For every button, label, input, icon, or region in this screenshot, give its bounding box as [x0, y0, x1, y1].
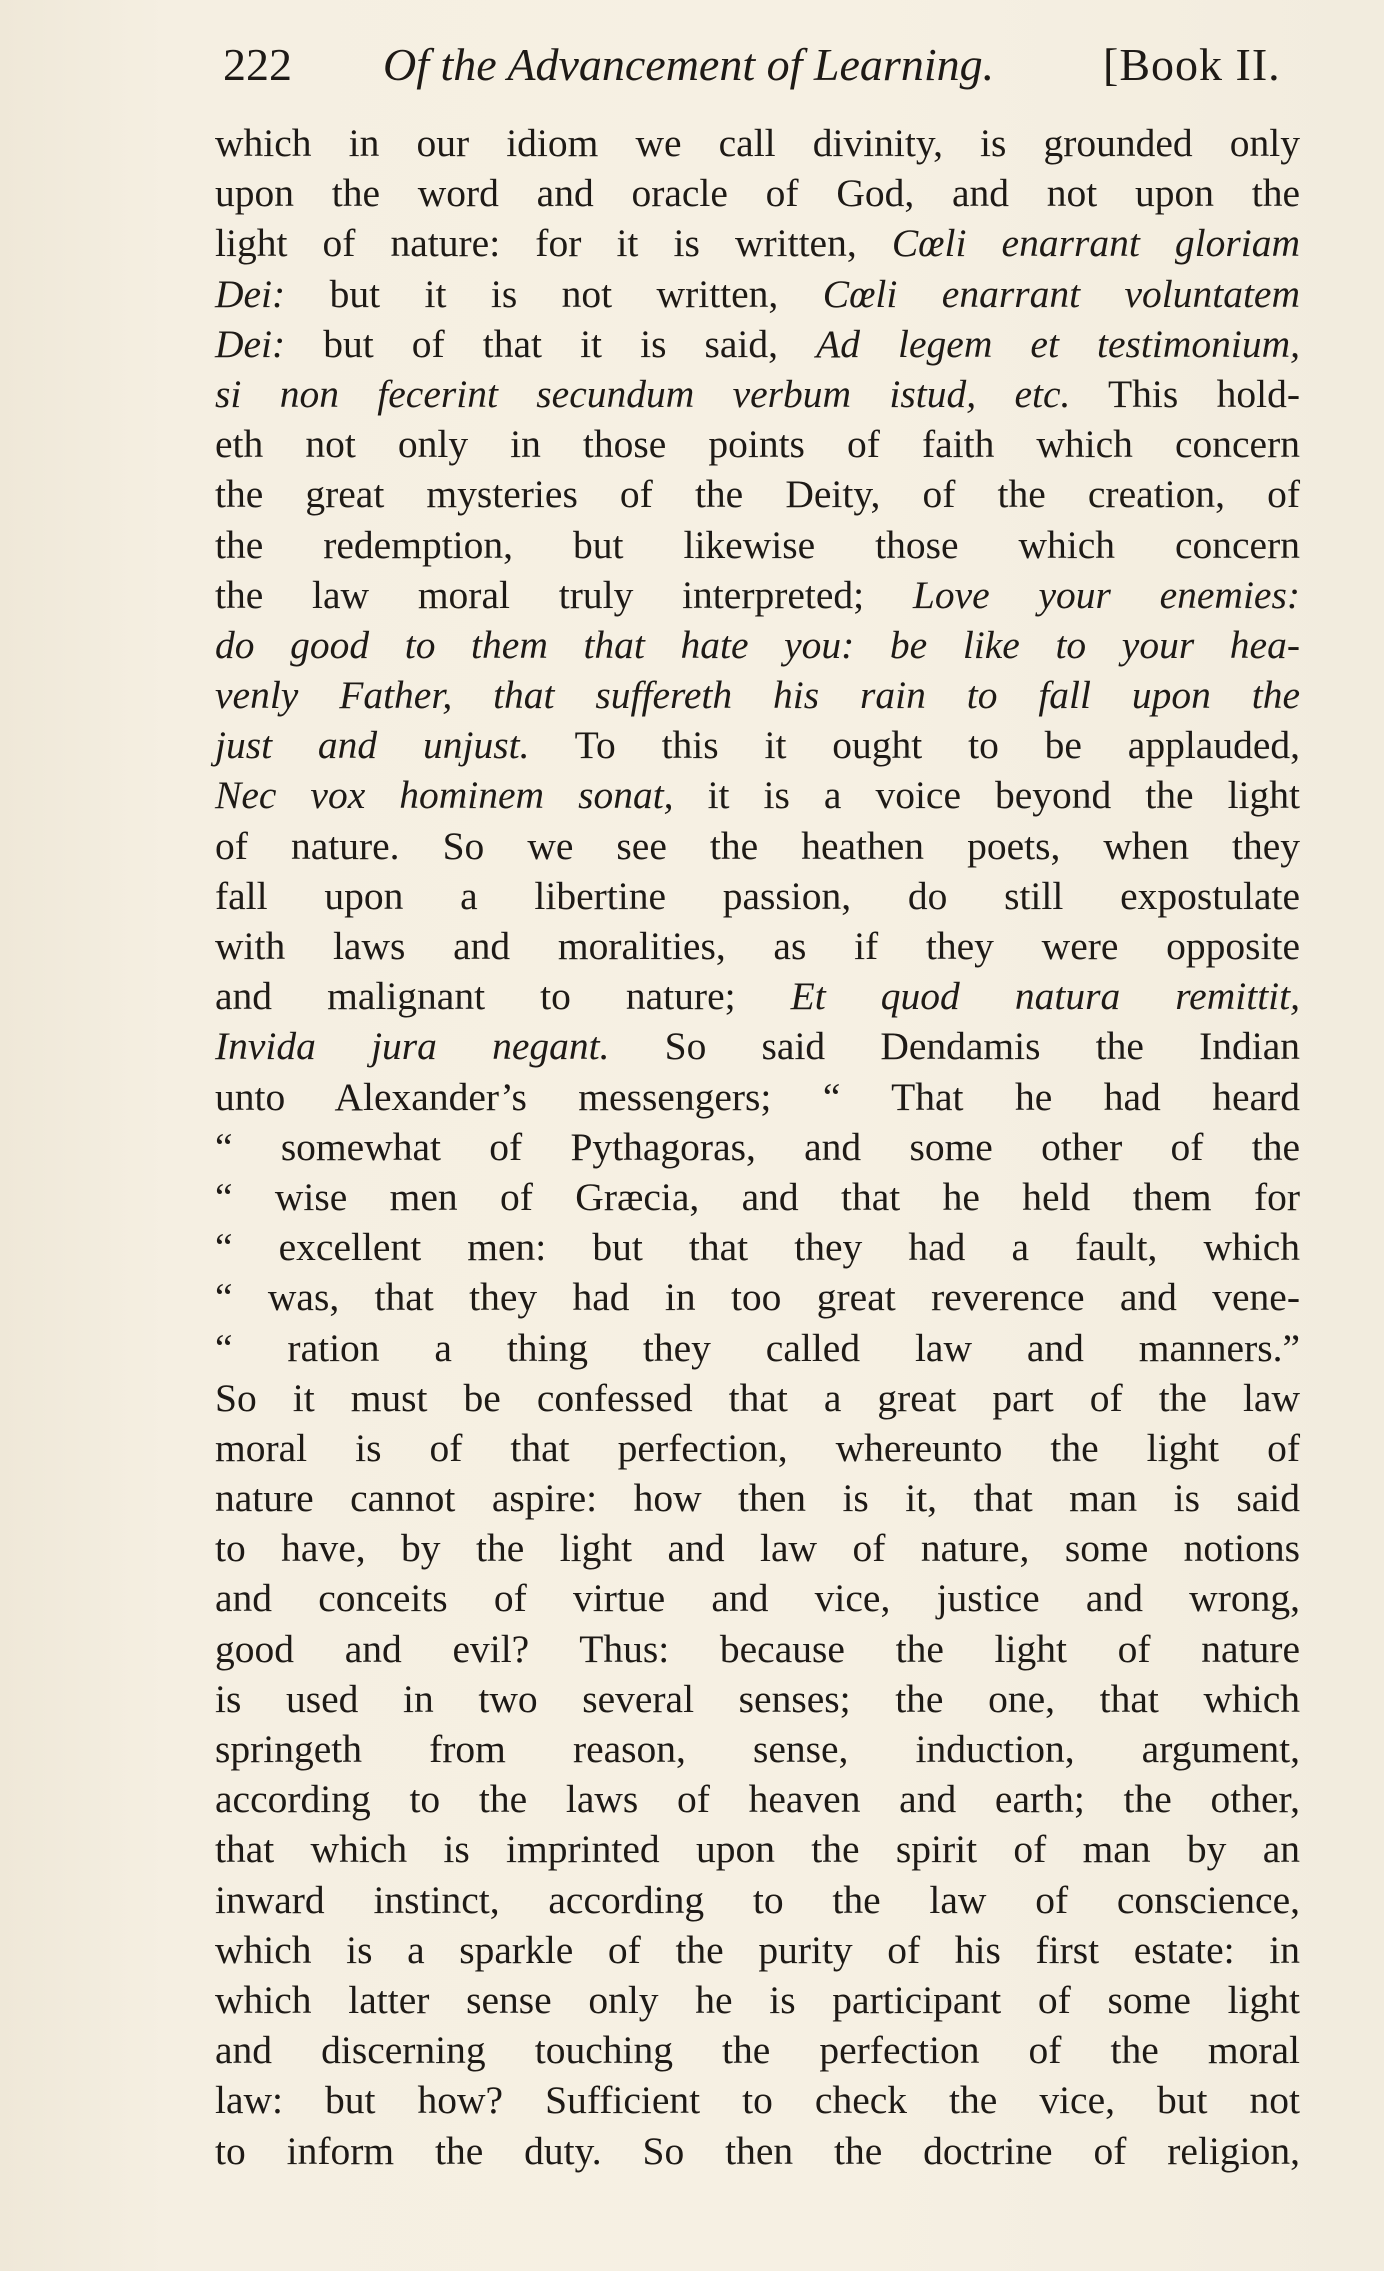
- text-line: [215, 1072, 1300, 1122]
- text-segment: which latter sense only he is participant of some light: [215, 1977, 1300, 2022]
- text-line: [215, 720, 1300, 770]
- text-segment: is used in two several senses; the one, that which: [215, 1676, 1300, 1721]
- italic-segment: just and unjust.: [215, 723, 530, 768]
- text-segment: “ ration a thing they called law and manners.”: [215, 1325, 1300, 1370]
- text-segment: To this it ought to be applauded,: [529, 723, 1300, 768]
- text-segment: which in our idiom we call divinity, is grounded only: [215, 121, 1300, 165]
- text-line: [215, 218, 1300, 268]
- page-header: [223, 38, 1303, 108]
- text-segment: moral is of that perfection, whereunto the light of: [215, 1425, 1300, 1470]
- page-number: 222: [223, 39, 292, 90]
- text-segment: upon the word and oracle of God, and not upon the: [215, 171, 1300, 216]
- text-line: [215, 871, 1300, 921]
- text-line: [215, 1473, 1300, 1523]
- text-segment: and conceits of virtue and vice, justice and wrong,: [215, 1576, 1300, 1621]
- text-segment: eth not only in those points of faith which concern: [215, 422, 1300, 467]
- text-segment: good and evil? Thus: because the light of nature: [215, 1626, 1300, 1671]
- text-line: [215, 620, 1300, 670]
- text-line: [215, 1172, 1300, 1222]
- italic-segment: Invida jura negant.: [215, 1024, 610, 1069]
- text-line: [215, 1523, 1300, 1573]
- text-segment: that which is imprinted upon the spirit of man by an: [215, 1827, 1300, 1872]
- text-line: [215, 1724, 1300, 1774]
- text-segment: fall upon a libertine passion, do still expostulate: [215, 873, 1300, 918]
- text-line: [215, 520, 1300, 570]
- text-segment: which is a sparkle of the purity of his first estate: in: [215, 1927, 1300, 1972]
- text-line: [215, 118, 1300, 168]
- text-segment: of nature. So we see the heathen poets, when they: [215, 823, 1300, 868]
- text-line: [215, 1674, 1300, 1724]
- text-line: [215, 570, 1300, 620]
- text-line: [215, 1925, 1300, 1975]
- text-line: [215, 971, 1300, 1021]
- text-line: [215, 1975, 1300, 2025]
- text-line: [215, 2025, 1300, 2075]
- italic-segment: Love your enemies:: [912, 572, 1300, 617]
- text-segment: springeth from reason, sense, induction, argument,: [215, 1727, 1300, 1771]
- text-line: [215, 1122, 1300, 1172]
- text-segment: So it must be confessed that a great part of the law: [215, 1375, 1300, 1420]
- text-line: [215, 269, 1300, 319]
- text-segment: “ excellent men: but that they had a fault, which: [215, 1225, 1300, 1270]
- text-line: [215, 921, 1300, 971]
- text-line: [215, 1021, 1300, 1071]
- text-segment: light of nature: for it is written,: [215, 221, 892, 266]
- italic-segment: Ad legem et testimonium,: [816, 321, 1300, 366]
- text-segment: “ somewhat of Pythagoras, and some other of the: [215, 1124, 1300, 1169]
- text-segment: according to the laws of heaven and earth; the other,: [215, 1777, 1300, 1822]
- text-line: [215, 1624, 1300, 1674]
- text-line: [215, 1824, 1300, 1874]
- text-line: [215, 319, 1300, 369]
- text-segment: and malignant to nature;: [215, 974, 791, 1019]
- text-segment: inward instinct, according to the law of conscience,: [215, 1877, 1300, 1922]
- text-segment: “ was, that they had in too great reverence and vene-: [215, 1275, 1300, 1320]
- text-line: [215, 670, 1300, 720]
- text-line: [215, 469, 1300, 519]
- text-line: [215, 1875, 1300, 1925]
- text-segment: to have, by the light and law of nature, some notions: [215, 1526, 1300, 1571]
- italic-segment: Dei:: [215, 271, 286, 316]
- running-title: Of the Advancement of Learning.: [383, 39, 995, 90]
- text-line: [215, 1423, 1300, 1473]
- italic-segment: Cœli enarrant voluntatem: [822, 271, 1300, 316]
- text-line: [215, 2126, 1300, 2176]
- text-segment: So said Dendamis the Indian: [609, 1024, 1300, 1069]
- text-segment: and discerning touching the perfection of the moral: [215, 2028, 1300, 2073]
- text-line: [215, 1573, 1300, 1623]
- italic-segment: Et quod natura remittit,: [790, 974, 1300, 1019]
- text-line: [215, 770, 1300, 820]
- italic-segment: Dei:: [215, 321, 286, 366]
- text-line: [215, 168, 1300, 218]
- text-line: [215, 2075, 1300, 2125]
- text-line: [215, 1222, 1300, 1272]
- text-segment: but of that it is said,: [285, 321, 817, 366]
- text-segment: it is a voice beyond the light: [673, 773, 1300, 818]
- text-segment: This hold-: [1070, 371, 1300, 416]
- text-line: [215, 1272, 1300, 1322]
- italic-segment: si non fecerint secundum verbum istud, etc.: [215, 371, 1071, 416]
- text-segment: with laws and moralities, as if they were opposite: [215, 924, 1300, 968]
- italic-segment: do good to them that hate you: be like to your hea-: [215, 622, 1300, 667]
- text-line: [215, 369, 1300, 419]
- text-segment: nature cannot aspire: how then is it, that man is said: [215, 1476, 1300, 1521]
- text-line: [215, 1323, 1300, 1373]
- text-segment: the great mysteries of the Deity, of the creation, of: [215, 472, 1300, 517]
- text-line: [215, 1373, 1300, 1423]
- text-segment: the law moral truly interpreted;: [215, 572, 913, 617]
- text-line: [215, 821, 1300, 871]
- book-reference: [Book II.: [1103, 39, 1281, 90]
- text-segment: “ wise men of Græcia, and that he held them for: [215, 1174, 1300, 1219]
- text-segment: law: but how? Sufficient to check the vice, but not: [215, 2078, 1300, 2123]
- italic-segment: Nec vox hominem sonat,: [215, 773, 674, 818]
- italic-segment: Cœli enarrant gloriam: [891, 221, 1300, 266]
- text-line: [215, 419, 1300, 469]
- text-segment: but it is not written,: [285, 271, 823, 316]
- body-text: [215, 118, 1300, 2176]
- text-segment: the redemption, but likewise those which concern: [215, 522, 1300, 567]
- text-segment: to inform the duty. So then the doctrine of religion,: [215, 2128, 1300, 2173]
- text-line: [215, 1774, 1300, 1824]
- italic-segment: venly Father, that suffereth his rain to fall upon the: [215, 673, 1300, 718]
- text-segment: unto Alexander’s messengers; “ That he had heard: [215, 1074, 1300, 1119]
